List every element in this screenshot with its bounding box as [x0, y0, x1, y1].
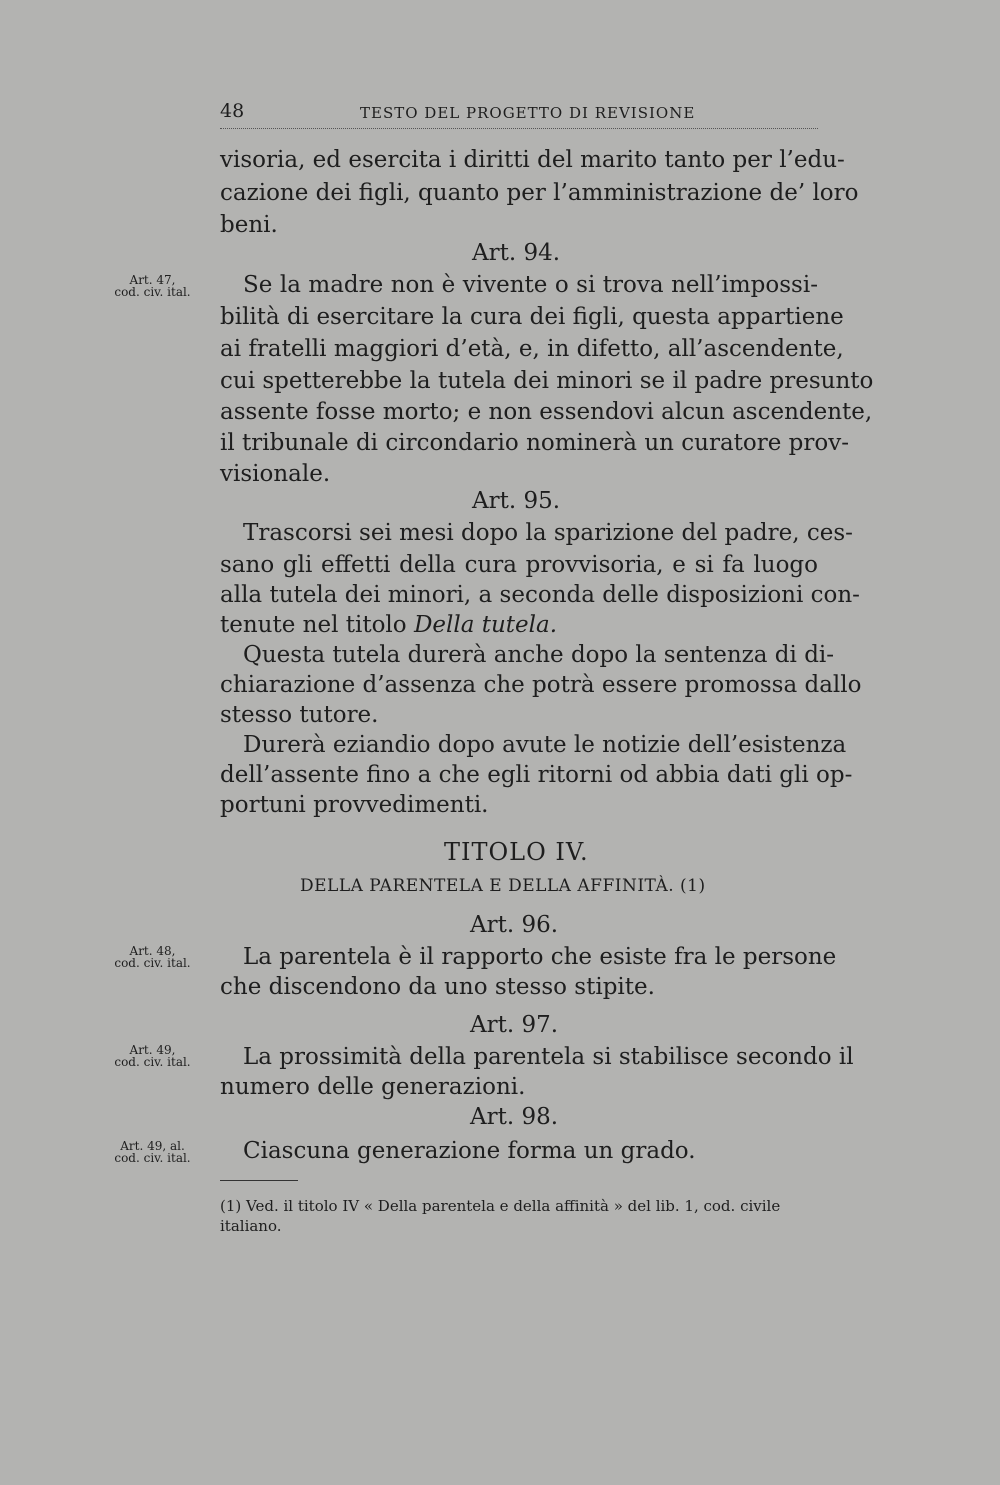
page-header: [220, 100, 818, 130]
text-line: bilità di esercitare la cura dei figli, questa appartiene: [220, 304, 844, 330]
text-line: [220, 610, 818, 640]
text-line: stesso tutore.: [220, 702, 379, 728]
text-line: sano gli effetti della cura provvisoria, e si fa luogo: [220, 552, 818, 578]
margin-note-ref: Art. 49, al.: [120, 1139, 185, 1153]
article-heading: Art. 96.: [470, 912, 559, 938]
margin-note-source: cod. civ. ital.: [114, 1151, 191, 1165]
margin-note: [100, 1140, 205, 1164]
footnote-rule: [220, 1180, 298, 1181]
text-line: alla tutela dei minori, a seconda delle disposizioni con-: [220, 582, 860, 608]
text-line: il tribunale di circondario nominerà un curatore prov-: [220, 430, 850, 456]
italic-title: Della tutela.: [413, 612, 558, 638]
text-span: tenute nel titolo: [220, 612, 414, 638]
text-line: Ciascuna generazione forma un grado.: [243, 1138, 696, 1164]
text-line: che discendono da uno stesso stipite.: [220, 974, 655, 1000]
text-line: ai fratelli maggiori d’età, e, in difetto, all’ascendente,: [220, 336, 844, 362]
text-line: beni.: [220, 212, 278, 238]
text-line: dell’assente fino a che egli ritorni od abbia dati gli op-: [220, 762, 853, 788]
margin-note: [100, 1044, 205, 1068]
text-line: visoria, ed esercita i diritti del marito tanto per l’edu-: [220, 147, 845, 173]
text-line: visionale.: [220, 461, 331, 487]
header-rule: [220, 128, 818, 129]
margin-note-ref: Art. 47,: [129, 273, 176, 287]
running-head: TESTO DEL PROGETTO DI REVISIONE: [360, 104, 696, 122]
article-heading: Art. 95.: [472, 488, 561, 514]
margin-note-source: cod. civ. ital.: [114, 956, 191, 970]
margin-note-ref: Art. 48,: [129, 944, 176, 958]
margin-note-source: cod. civ. ital.: [114, 285, 191, 299]
section-title: TITOLO IV.: [444, 838, 589, 866]
article-heading: Art. 98.: [470, 1104, 559, 1130]
margin-note-source: cod. civ. ital.: [114, 1055, 191, 1069]
margin-note-ref: Art. 49,: [129, 1043, 176, 1057]
footnote-line: italiano.: [220, 1217, 282, 1235]
text-line: La parentela è il rapporto che esiste fra le persone: [243, 944, 837, 970]
footnote-line: (1) Ved. il titolo IV « Della parentela e della affinità » del lib. 1, cod. civile: [220, 1197, 781, 1215]
text-line: Trascorsi sei mesi dopo la sparizione del padre, ces-: [243, 520, 853, 546]
article-heading: Art. 94.: [472, 240, 561, 266]
article-heading: Art. 97.: [470, 1012, 559, 1038]
text-line: La prossimità della parentela si stabilisce secondo il: [243, 1044, 854, 1070]
text-line: cazione dei figli, quanto per l’amministrazione de’ loro: [220, 180, 859, 206]
text-line: assente fosse morto; e non essendovi alcun ascendente,: [220, 399, 873, 425]
margin-note: [100, 945, 205, 969]
section-subtitle: DELLA PARENTELA E DELLA AFFINITÀ. (1): [300, 876, 706, 896]
text-line: Se la madre non è vivente o si trova nell’impossi-: [243, 272, 818, 298]
text-line: portuni provvedimenti.: [220, 792, 489, 818]
text-line: Questa tutela durerà anche dopo la sentenza di di-: [243, 642, 835, 668]
page-number: 48: [220, 100, 245, 122]
text-line: Durerà eziandio dopo avute le notizie dell’esistenza: [243, 732, 847, 758]
footnote: [220, 1196, 818, 1236]
text-line: cui spetterebbe la tutela dei minori se il padre presunto: [220, 368, 874, 394]
margin-note: [100, 274, 205, 298]
text-line: numero delle generazioni.: [220, 1074, 526, 1100]
text-line: chiarazione d’assenza che potrà essere promossa dallo: [220, 672, 862, 698]
